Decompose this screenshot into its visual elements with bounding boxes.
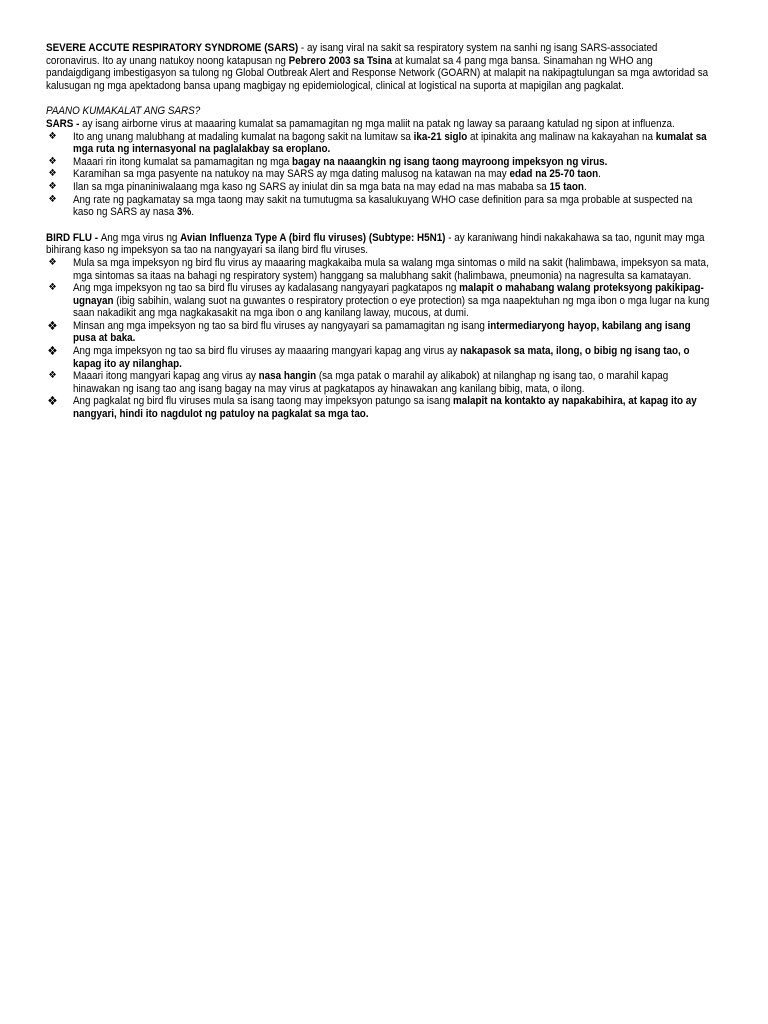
list-item: ❖ Ang pagkalat ng bird flu viruses mula sa isang taong may impeksyon patungo sa isang malapit na kontakto ay napakabihira, at kapag ito ay nangyari, hindi ito nagdulot ng patuloy na pagkalat sa mga tao. — [47, 393, 697, 421]
bird-flu-bullet-list — [46, 257, 714, 421]
list-item: ❖ Karamihan sa mga pasyente na natukoy na may SARS ay mga dating malusog na katawan na may edad na 25-70 taon. — [46, 168, 714, 181]
bird-flu-paragraph: BIRD FLU - Ang mga virus ng Avian Influenza Type A (bird flu viruses) (Subtype: H5N1) - ay karaniwang hindi nakakahawa sa tao, ngunit may mga bihirang kaso ng impeksyon sa tao na nangyayari sa ilang bird flu viruses. — [46, 231, 705, 257]
list-item: ❖ Ang mga impeksyon ng tao sa bird flu viruses ay kadalasang nangyayari pagkatapos ng malapit o mahabang walang proteksyong pakikipag- ugnayan (ibig sabihin, walang suot na guwantes o respiratory protection o eye protection) sa mga naapektuhan ng mga ibon o mga lugar na kung saan nakadikit ang mga nagkakasakit na mga ibon o ang kanilang laway, mucous, at dumi. — [46, 282, 714, 320]
diamond-bullet-icon: ❖ — [48, 282, 57, 294]
diamond-bullet-icon: ❖ — [47, 393, 58, 409]
list-item: ❖ Minsan ang mga impeksyon ng tao sa bird flu viruses ay nangyayari sa pamamagitan ng isang intermediaryong hayop, kabilang ang isang pusa at baka. — [47, 317, 691, 345]
list-item: ❖ Maaari rin itong kumalat sa pamamagitan ng mga bagay na naaangkin ng isang taong mayroong impeksyon ng virus. — [46, 156, 714, 169]
diamond-bullet-icon: ❖ — [47, 317, 58, 333]
sars-intro-paragraph: SEVERE ACCUTE RESPIRATORY SYNDROME (SARS) - ay isang viral na sakit sa respiratory system na sanhi ng isang SARS-associated coronavirus. Ito ay unang natukoy noong katapusan ng Pebrero 2003 sa Tsina at kumalat sa 4 pang mga bansa. Sinamahan ng WHO ang pandaigdigang imbestigasyon sa tulong ng Global Outbreak Alert and Response Network (GOARN) at malapit na nakipagtulungan sa mga awtoridad sa kalusugan ng mga apektadong bansa upang magbigay ng epidemiological, clinical at logistical na suporta at mapigilan ang pagkalat. — [46, 42, 709, 92]
diamond-bullet-icon: ❖ — [48, 370, 57, 382]
diamond-bullet-icon: ❖ — [48, 130, 57, 142]
spacer — [46, 219, 714, 232]
diamond-bullet-icon: ❖ — [47, 343, 58, 359]
list-item: ❖ Ito ang unang malubhang at madaling kumalat na bagong sakit na lumitaw sa ika-21 siglo at ipinakita ang malinaw na kakayahan na kumalat sa mga ruta ng internasyonal na paglalakbay sa eroplano. — [46, 131, 714, 156]
list-item: ❖ Ilan sa mga pinaniniwalaang mga kaso ng SARS ay iniulat din sa mga bata na may edad na mas mababa sa 15 taon. — [46, 181, 714, 194]
diamond-bullet-icon: ❖ — [48, 256, 57, 268]
sars-bullet-list — [46, 131, 714, 219]
list-item: ❖ Mula sa mga impeksyon ng bird flu virus ay maaaring magkakaiba mula sa walang mga sintomas o mild na sakit (halimbawa, impeksyon sa mata, mga sintomas sa itaas na bahagi ng respiratory system) hanggang sa malubhang sakit (halimbawa, pneumonia) na nagresulta sa kamatayan. — [46, 257, 714, 282]
list-item: ❖ Ang mga impeksyon ng tao sa bird flu viruses ay maaaring mangyari kapag ang virus ay nakapasok sa mata, ilong, o bibig ng isang tao, o kapag ito ay nilanghap. — [47, 343, 690, 370]
sars-definition: SARS - ay isang airborne virus at maaaring kumalat sa pamamagitan ng mga maliit na patak ng laway sa paraang katulad ng sipon at influenza. — [46, 117, 675, 130]
document-page — [46, 42, 714, 421]
spread-heading: PAANO KUMAKALAT ANG SARS? — [46, 105, 201, 118]
list-item: ❖ Ang rate ng pagkamatay sa mga taong may sakit na tumutugma sa kasalukuyang WHO case definition para sa mga probable at suspected na kaso ng SARS ay nasa 3%. — [46, 194, 714, 219]
list-item: ❖ Maaari itong mangyari kapag ang virus ay nasa hangin (sa mga patak o marahil ay alikabok) at nilanghap ng isang tao, o marahil kapag hinawakan ng isang tao ang isang bagay na may virus at pagkatapos ay hinawakan ang kanilang bibig, mata, o ilong. — [46, 370, 714, 395]
diamond-bullet-icon: ❖ — [48, 155, 57, 167]
spacer — [46, 92, 714, 105]
diamond-bullet-icon: ❖ — [48, 180, 57, 192]
diamond-bullet-icon: ❖ — [48, 193, 57, 205]
sars-title: SEVERE ACCUTE RESPIRATORY SYNDROME (SARS) — [46, 42, 299, 54]
diamond-bullet-icon: ❖ — [48, 168, 57, 180]
